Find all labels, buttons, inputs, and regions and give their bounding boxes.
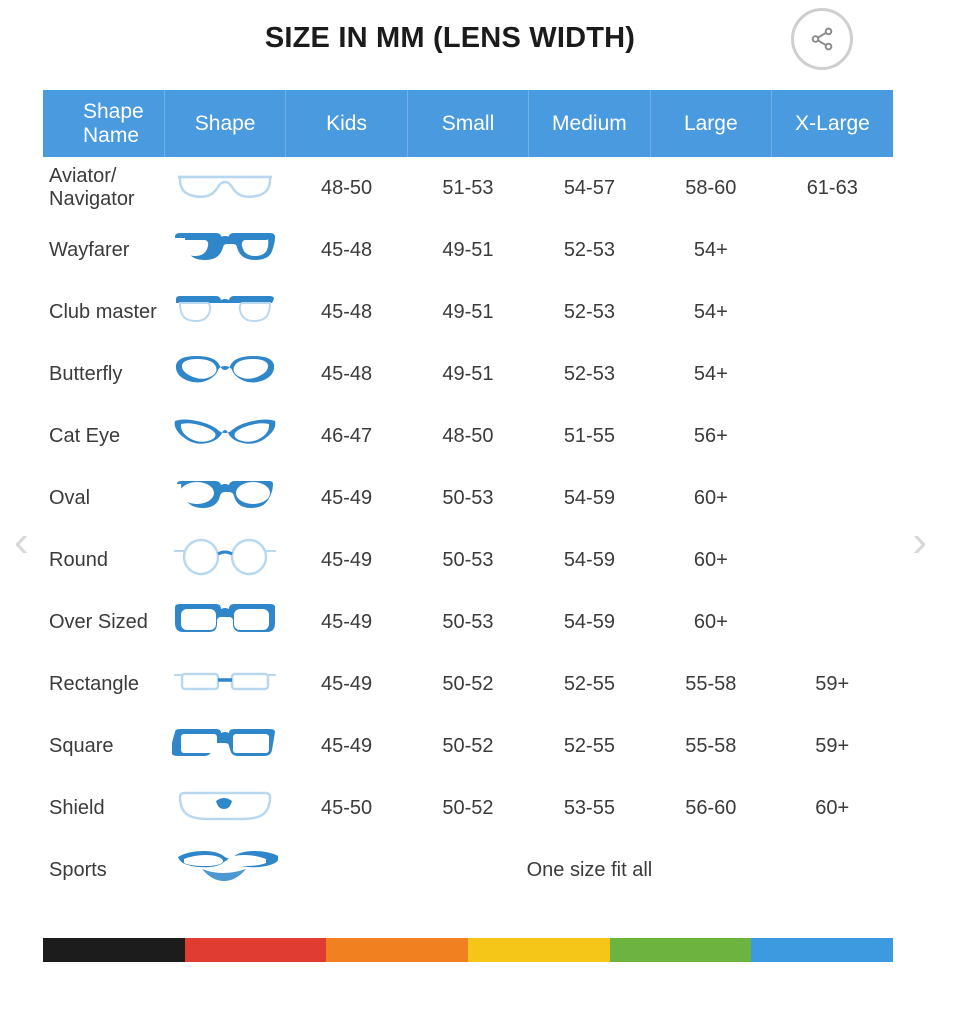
cell-kids: 45-49 bbox=[320, 486, 373, 509]
cell-small: 49-51 bbox=[442, 362, 494, 385]
cell-large: 56+ bbox=[693, 424, 728, 447]
cell-small: 48-50 bbox=[442, 424, 494, 447]
column-header-kids: Kids bbox=[286, 90, 407, 157]
cell-small: 51-53 bbox=[442, 176, 494, 199]
column-header-shape-name: Shape Name bbox=[43, 90, 164, 157]
cell-xlarge: 60+ bbox=[815, 796, 850, 819]
cell-small: 50-52 bbox=[442, 672, 494, 695]
cell-large: 54+ bbox=[693, 300, 728, 323]
cell-shape-name: Rectangle bbox=[49, 672, 140, 695]
cell-medium: 54-59 bbox=[563, 610, 615, 633]
column-header-large: Large bbox=[650, 90, 771, 157]
column-header-xlarge: X-Large bbox=[772, 90, 893, 157]
page-title: SIZE IN MM (LENS WIDTH) bbox=[264, 22, 636, 54]
table-row bbox=[43, 343, 893, 405]
cell-shape-name: Over Sized bbox=[49, 610, 148, 633]
cell-xlarge bbox=[772, 405, 893, 467]
glasses-clubmaster-icon bbox=[164, 281, 285, 343]
cell-small: 49-51 bbox=[442, 238, 494, 261]
cell-xlarge: 59+ bbox=[815, 672, 850, 695]
footer-color-swatch-2 bbox=[185, 938, 327, 962]
column-header-shape: Shape bbox=[164, 90, 285, 157]
cell-xlarge bbox=[772, 467, 893, 529]
column-header-small: Small bbox=[407, 90, 528, 157]
cell-medium: 52-55 bbox=[563, 734, 615, 757]
cell-large: 58-60 bbox=[685, 176, 737, 199]
prev-arrow-button[interactable]: ‹ bbox=[14, 517, 29, 566]
cell-kids: 45-48 bbox=[320, 362, 373, 385]
cell-large: 60+ bbox=[693, 548, 728, 571]
cell-small: 49-51 bbox=[442, 300, 494, 323]
cell-xlarge bbox=[772, 529, 893, 591]
cell-shape-name: Shield bbox=[49, 796, 105, 819]
cell-large: 55-58 bbox=[685, 672, 737, 695]
cell-xlarge bbox=[772, 219, 893, 281]
table-row bbox=[43, 777, 893, 839]
glasses-round-icon bbox=[164, 529, 285, 591]
share-button[interactable] bbox=[791, 8, 853, 70]
glasses-butterfly-icon bbox=[164, 343, 285, 405]
cell-kids: 45-48 bbox=[320, 238, 373, 261]
table-header-row bbox=[43, 90, 893, 157]
footer-color-swatch-3 bbox=[326, 938, 468, 962]
table-row bbox=[43, 715, 893, 777]
cell-medium: 54-59 bbox=[563, 548, 615, 571]
cell-shape-name: Cat Eye bbox=[49, 424, 121, 447]
cell-small: 50-52 bbox=[442, 734, 494, 757]
glasses-square-icon bbox=[164, 715, 285, 777]
color-footer-bar bbox=[43, 938, 893, 962]
table-row bbox=[43, 157, 893, 219]
cell-large: 55-58 bbox=[685, 734, 737, 757]
cell-kids: 45-49 bbox=[320, 734, 373, 757]
cell-large: 60+ bbox=[693, 486, 728, 509]
share-icon bbox=[809, 26, 835, 52]
table-body bbox=[43, 157, 893, 901]
size-chart-table bbox=[43, 90, 893, 901]
glasses-shield-icon bbox=[164, 777, 285, 839]
cell-medium: 52-55 bbox=[563, 672, 615, 695]
glasses-wayfarer-icon bbox=[164, 219, 285, 281]
cell-small: 50-53 bbox=[442, 548, 494, 571]
cell-kids: 45-49 bbox=[320, 672, 373, 695]
cell-xlarge bbox=[772, 343, 893, 405]
cell-kids: 48-50 bbox=[320, 176, 373, 199]
table-row bbox=[43, 281, 893, 343]
glasses-cateye-icon bbox=[164, 405, 285, 467]
table-row bbox=[43, 653, 893, 715]
glasses-oversized-icon bbox=[164, 591, 285, 653]
footer-color-swatch-1 bbox=[43, 938, 185, 962]
table-row bbox=[43, 839, 893, 901]
cell-xlarge bbox=[772, 281, 893, 343]
cell-shape-name: Round bbox=[49, 548, 108, 571]
next-arrow-button[interactable]: › bbox=[912, 517, 927, 566]
cell-xlarge: 59+ bbox=[815, 734, 850, 757]
cell-large: 60+ bbox=[693, 610, 728, 633]
cell-shape-name: Oval bbox=[49, 486, 91, 509]
cell-small: 50-53 bbox=[442, 610, 494, 633]
cell-medium: 53-55 bbox=[563, 796, 615, 819]
cell-medium: 54-57 bbox=[563, 176, 615, 199]
cell-large: 56-60 bbox=[685, 796, 737, 819]
cell-shape-name: Square bbox=[49, 734, 114, 757]
table-row bbox=[43, 219, 893, 281]
cell-shape-name: Wayfarer bbox=[49, 238, 130, 261]
cell-shape-name: Aviator/ Navigator bbox=[49, 165, 135, 210]
cell-shape-name: Butterfly bbox=[49, 362, 123, 385]
cell-small: 50-53 bbox=[442, 486, 494, 509]
cell-shape-name: Sports bbox=[49, 858, 107, 881]
cell-xlarge bbox=[772, 591, 893, 653]
cell-shape-name: Club master bbox=[49, 300, 157, 323]
cell-medium: 52-53 bbox=[563, 238, 615, 261]
table-row bbox=[43, 529, 893, 591]
cell-one-size-note: One size fit all bbox=[526, 858, 653, 881]
cell-medium: 52-53 bbox=[563, 300, 615, 323]
glasses-aviator-icon bbox=[164, 157, 285, 219]
cell-large: 54+ bbox=[693, 362, 728, 385]
cell-kids: 45-49 bbox=[320, 548, 373, 571]
cell-kids: 45-50 bbox=[320, 796, 373, 819]
table-row bbox=[43, 405, 893, 467]
cell-large: 54+ bbox=[693, 238, 728, 261]
cell-medium: 54-59 bbox=[563, 486, 615, 509]
cell-kids: 45-49 bbox=[320, 610, 373, 633]
cell-kids: 45-48 bbox=[320, 300, 373, 323]
footer-color-swatch-5 bbox=[610, 938, 752, 962]
cell-xlarge: 61-63 bbox=[806, 176, 858, 199]
glasses-sports-icon bbox=[164, 839, 285, 901]
cell-small: 50-52 bbox=[442, 796, 494, 819]
footer-color-swatch-6 bbox=[751, 938, 893, 962]
footer-color-swatch-4 bbox=[468, 938, 610, 962]
table-row bbox=[43, 591, 893, 653]
cell-kids: 46-47 bbox=[320, 424, 373, 447]
cell-medium: 52-53 bbox=[563, 362, 615, 385]
glasses-oval-icon bbox=[164, 467, 285, 529]
table-row bbox=[43, 467, 893, 529]
column-header-medium: Medium bbox=[529, 90, 650, 157]
glasses-rectangle-icon bbox=[164, 653, 285, 715]
cell-medium: 51-55 bbox=[563, 424, 615, 447]
